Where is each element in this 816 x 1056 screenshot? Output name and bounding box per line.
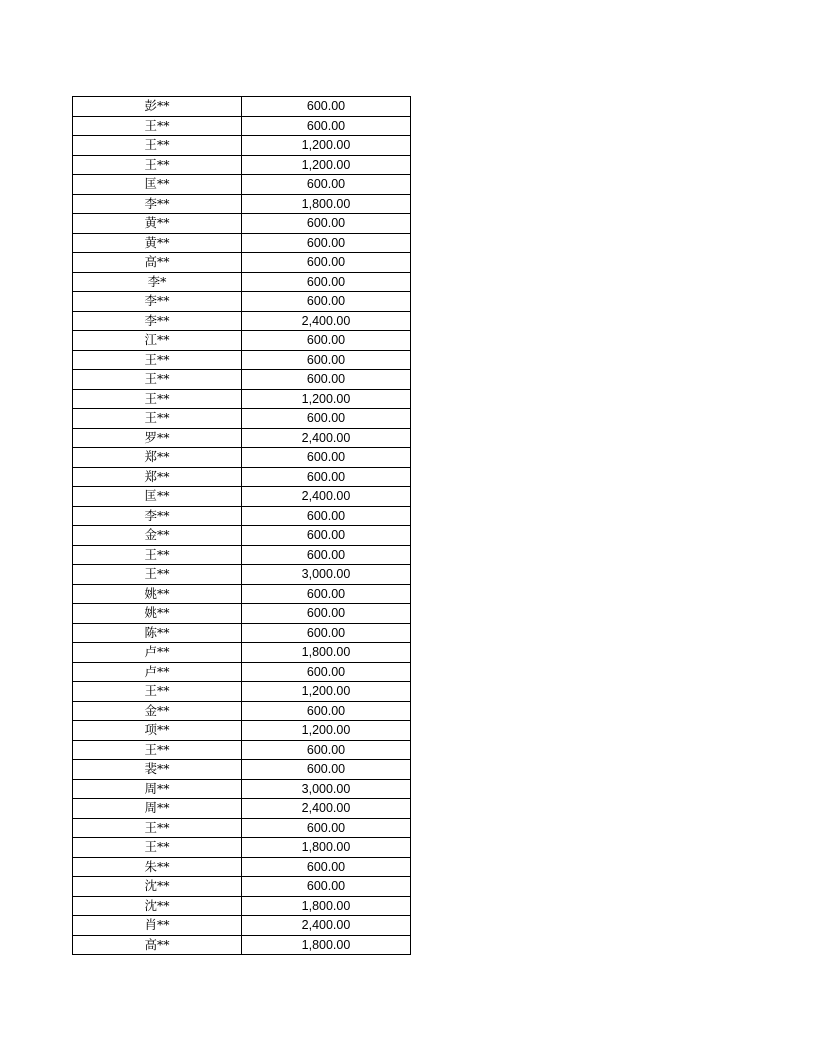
name-cell: 王** — [73, 740, 242, 760]
name-cell: 王** — [73, 409, 242, 429]
name-cell: 肖** — [73, 916, 242, 936]
name-cell: 郑** — [73, 448, 242, 468]
name-cell: 沈** — [73, 877, 242, 897]
table-row — [73, 253, 411, 273]
name-cell: 王** — [73, 838, 242, 858]
table-row — [73, 292, 411, 312]
table-row — [73, 155, 411, 175]
amount-cell: 600.00 — [242, 604, 411, 624]
name-cell: 王** — [73, 565, 242, 585]
table-row — [73, 701, 411, 721]
name-cell: 高** — [73, 935, 242, 955]
table-row — [73, 214, 411, 234]
amount-cell: 600.00 — [242, 526, 411, 546]
table-row — [73, 389, 411, 409]
table-row — [73, 721, 411, 741]
name-cell: 金** — [73, 701, 242, 721]
table-row — [73, 779, 411, 799]
amount-cell: 600.00 — [242, 857, 411, 877]
table-row — [73, 643, 411, 663]
table-row — [73, 623, 411, 643]
table-row — [73, 799, 411, 819]
table-row — [73, 662, 411, 682]
amount-cell: 600.00 — [242, 818, 411, 838]
name-cell: 黄** — [73, 214, 242, 234]
name-cell: 王** — [73, 682, 242, 702]
table-row — [73, 838, 411, 858]
table-row — [73, 272, 411, 292]
name-cell: 周** — [73, 799, 242, 819]
name-cell: 王** — [73, 370, 242, 390]
amount-cell: 1,200.00 — [242, 721, 411, 741]
amount-cell: 600.00 — [242, 116, 411, 136]
name-cell: 郑** — [73, 467, 242, 487]
name-cell: 王** — [73, 818, 242, 838]
amount-cell: 600.00 — [242, 409, 411, 429]
payment-table-body — [73, 97, 411, 955]
table-row — [73, 233, 411, 253]
name-cell: 匡** — [73, 175, 242, 195]
name-cell: 黄** — [73, 233, 242, 253]
table-row — [73, 682, 411, 702]
table-row — [73, 526, 411, 546]
table-row — [73, 740, 411, 760]
amount-cell: 600.00 — [242, 448, 411, 468]
table-row — [73, 896, 411, 916]
amount-cell: 600.00 — [242, 467, 411, 487]
table-row — [73, 545, 411, 565]
amount-cell: 600.00 — [242, 506, 411, 526]
amount-cell: 600.00 — [242, 760, 411, 780]
name-cell: 匡** — [73, 487, 242, 507]
amount-cell: 2,400.00 — [242, 799, 411, 819]
amount-cell: 600.00 — [242, 272, 411, 292]
name-cell: 王** — [73, 155, 242, 175]
name-cell: 姚** — [73, 584, 242, 604]
name-cell: 卢** — [73, 662, 242, 682]
table-row — [73, 935, 411, 955]
amount-cell: 600.00 — [242, 331, 411, 351]
table-row — [73, 818, 411, 838]
table-row — [73, 506, 411, 526]
amount-cell: 600.00 — [242, 370, 411, 390]
table-row — [73, 311, 411, 331]
name-cell: 王** — [73, 545, 242, 565]
amount-cell: 3,000.00 — [242, 779, 411, 799]
name-cell: 彭** — [73, 97, 242, 117]
name-cell: 李** — [73, 194, 242, 214]
amount-cell: 600.00 — [242, 233, 411, 253]
amount-cell: 600.00 — [242, 545, 411, 565]
name-cell: 裴** — [73, 760, 242, 780]
name-cell: 高** — [73, 253, 242, 273]
amount-cell: 600.00 — [242, 97, 411, 117]
amount-cell: 1,800.00 — [242, 935, 411, 955]
name-cell: 沈** — [73, 896, 242, 916]
name-cell: 周** — [73, 779, 242, 799]
table-row — [73, 97, 411, 117]
amount-cell: 1,800.00 — [242, 643, 411, 663]
table-row — [73, 877, 411, 897]
amount-cell: 3,000.00 — [242, 565, 411, 585]
amount-cell: 600.00 — [242, 662, 411, 682]
name-cell: 李** — [73, 506, 242, 526]
table-row — [73, 175, 411, 195]
amount-cell: 600.00 — [242, 740, 411, 760]
table-row — [73, 584, 411, 604]
amount-cell: 600.00 — [242, 877, 411, 897]
amount-cell: 600.00 — [242, 175, 411, 195]
name-cell: 王** — [73, 136, 242, 156]
name-cell: 卢** — [73, 643, 242, 663]
name-cell: 姚** — [73, 604, 242, 624]
amount-cell: 1,200.00 — [242, 155, 411, 175]
amount-cell: 2,400.00 — [242, 916, 411, 936]
table-row — [73, 467, 411, 487]
table-row — [73, 604, 411, 624]
amount-cell: 600.00 — [242, 701, 411, 721]
name-cell: 王** — [73, 389, 242, 409]
table-row — [73, 428, 411, 448]
table-row — [73, 116, 411, 136]
name-cell: 陈** — [73, 623, 242, 643]
amount-cell: 600.00 — [242, 253, 411, 273]
table-row — [73, 136, 411, 156]
table-row — [73, 760, 411, 780]
amount-cell: 2,400.00 — [242, 311, 411, 331]
amount-cell: 600.00 — [242, 350, 411, 370]
name-cell: 金** — [73, 526, 242, 546]
name-cell: 江** — [73, 331, 242, 351]
amount-cell: 600.00 — [242, 584, 411, 604]
name-cell: 王** — [73, 116, 242, 136]
table-row — [73, 448, 411, 468]
amount-cell: 1,800.00 — [242, 838, 411, 858]
name-cell: 李** — [73, 311, 242, 331]
table-row — [73, 370, 411, 390]
name-cell: 李** — [73, 292, 242, 312]
name-cell: 罗** — [73, 428, 242, 448]
table-row — [73, 487, 411, 507]
amount-cell: 600.00 — [242, 623, 411, 643]
table-row — [73, 916, 411, 936]
name-cell: 朱** — [73, 857, 242, 877]
amount-cell: 2,400.00 — [242, 487, 411, 507]
amount-cell: 1,200.00 — [242, 682, 411, 702]
amount-cell: 1,200.00 — [242, 389, 411, 409]
table-row — [73, 857, 411, 877]
table-row — [73, 194, 411, 214]
amount-cell: 2,400.00 — [242, 428, 411, 448]
amount-cell: 600.00 — [242, 292, 411, 312]
payment-table — [72, 96, 411, 955]
name-cell: 王** — [73, 350, 242, 370]
amount-cell: 600.00 — [242, 214, 411, 234]
amount-cell: 1,800.00 — [242, 896, 411, 916]
amount-cell: 1,200.00 — [242, 136, 411, 156]
name-cell: 项** — [73, 721, 242, 741]
name-cell: 李* — [73, 272, 242, 292]
table-row — [73, 331, 411, 351]
table-row — [73, 409, 411, 429]
amount-cell: 1,800.00 — [242, 194, 411, 214]
table-row — [73, 350, 411, 370]
table-row — [73, 565, 411, 585]
